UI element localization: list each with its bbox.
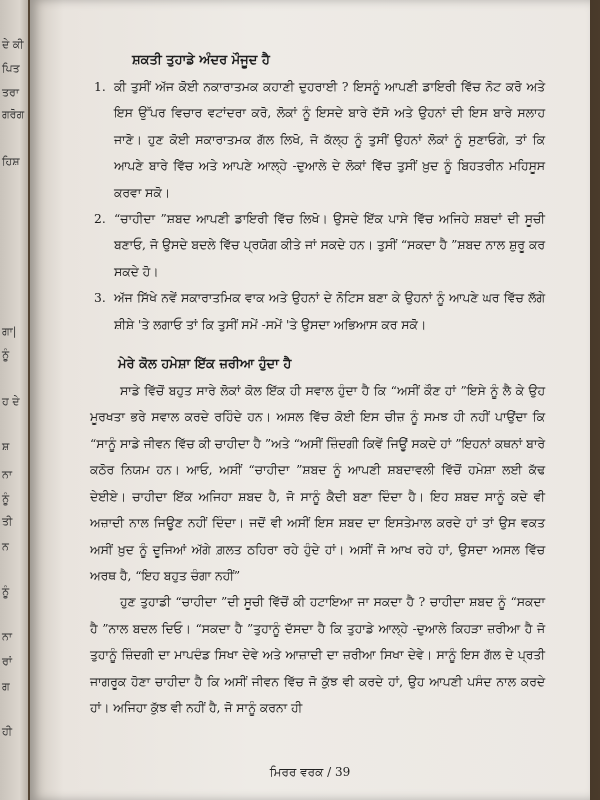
list-item	[90, 285, 545, 338]
list-item-text: “ਚਾਹੀਦਾ ”ਸ਼ਬਦ ਆਪਣੀ ਡਾਇਰੀ ਵਿੱਚ ਲਿਖੋ। ਉਸਦੇ ਇੱਕ ਪਾਸੇ ਵਿੱਚ ਅਜਿਹੇ ਸ਼ਬਦਾਂ ਦੀ ਸੂਚੀ ਬਣਾਓ, ਜੋ ਉਸਦੇ ਬਦਲੇ ਵਿੱਚ ਪ੍ਰਯੋਗ ਕੀਤੇ ਜਾਂ ਸਕਦੇ ਹਨ। ਤੁਸੀਂ “ਸਕਦਾ ਹੈ ”ਸ਼ਬਦ ਨਾਲ ਸ਼ੁਰੂ ਕਰ ਸਕਦੇ ਹੋ।	[114, 212, 545, 279]
body-paragraph: ਸਾਡੇ ਵਿੱਚੋਂ ਬਹੁਤ ਸਾਰੇ ਲੋਕਾਂ ਕੋਲ ਇੱਕ ਹੀ ਸਵਾਲ ਹੁੰਦਾ ਹੈ ਕਿ “ਅਸੀਂ ਕੌਣ ਹਾਂ ”ਇਸੇ ਨੂੰ ਲੈ ਕੇ ਉਹ ਮੂਰਖਤਾ ਭਰੇ ਸਵਾਲ ਕਰਦੇ ਰਹਿੰਦੇ ਹਨ। ਅਸਲ ਵਿੱਚ ਕੋਈ ਇਸ ਚੀਜ਼ ਨੂੰ ਸਮਝ ਹੀ ਨਹੀਂ ਪਾਉਂਦਾ ਕਿ “ਸਾਨੂੰ ਸਾਡੇ ਜੀਵਨ ਵਿੱਚ ਕੀ ਚਾਹੀਦਾ ਹੈ ”ਅਤੇ “ਅਸੀਂ ਜ਼ਿੰਦਗੀ ਕਿਵੇਂ ਜਿਊਂ ਸਕਦੇ ਹਾਂ ”ਇਹਨਾਂ ਕਥਨਾਂ ਬਾਰੇ ਕਠੋਰ ਨਿਯਮ ਹਨ। ਆਓ, ਅਸੀਂ “ਚਾਹੀਦਾ ”ਸ਼ਬਦ ਨੂੰ ਆਪਣੀ ਸ਼ਬਦਾਵਲੀ ਵਿੱਚੋਂ ਹਮੇਸ਼ਾ ਲਈ ਕੱਢ ਦੇਈਏ। ਚਾਹੀਦਾ ਇੱਕ ਅਜਿਹਾ ਸ਼ਬਦ ਹੈ, ਜੋ ਸਾਨੂੰ ਕੈਦੀ ਬਣਾ ਦਿੰਦਾ ਹੈ। ਇਹ ਸ਼ਬਦ ਸਾਨੂੰ ਕਦੇ ਵੀ ਅਜ਼ਾਦੀ ਨਾਲ ਜਿਊਣ ਨਹੀਂ ਦਿੰਦਾ। ਜਦੋਂ ਵੀ ਅਸੀਂ ਇਸ ਸ਼ਬਦ ਦਾ ਇਸਤੇਮਾਲ ਕਰਦੇ ਹਾਂ ਤਾਂ ਉਸ ਵਕਤ ਅਸੀਂ ਖ਼ੁਦ ਨੂੰ ਦੂਜਿਆਂ ਅੱਗੇ ਗ਼ਲਤ ਠਹਿਰਾ ਰਹੇ ਹੁੰਦੇ ਹਾਂ। ਅਸੀਂ ਜੋ ਆਖ ਰਹੇ ਹਾਂ, ਉਸਦਾ ਅਸਲ ਵਿੱਚ ਅਰਥ ਹੈ, “ਇਹ ਬਹੁਤ ਚੰਗਾ ਨਹੀਂ”	[90, 384, 545, 583]
list-item	[90, 74, 545, 206]
left-text-fragment: ਹੀ	[2, 725, 13, 738]
book-page	[30, 0, 590, 800]
page-body	[90, 48, 545, 721]
left-text-fragment: ਨ	[2, 540, 9, 553]
left-text-fragment: ਪਿਤ	[2, 62, 20, 75]
left-text-fragment: ਗਰੋਗ	[2, 108, 25, 121]
left-text-fragment: ਗਾ|	[2, 325, 17, 338]
left-text-fragment: ਹਿਸ਼	[2, 155, 20, 168]
left-text-fragment: ਤੀ	[2, 515, 13, 528]
left-page-edge	[0, 0, 28, 800]
left-text-fragment: ਹ ਦੇ	[2, 395, 20, 408]
left-text-fragment: ਨਾ	[2, 468, 13, 481]
list-item-text: ਕੀ ਤੁਸੀਂ ਅੱਜ ਕੋਈ ਨਕਾਰਾਤਮਕ ਕਹਾਣੀ ਦੁਹਰਾਈ ? ਇਸਨੂੰ ਆਪਣੀ ਡਾਇਰੀ ਵਿੱਚ ਨੋਟ ਕਰੋ ਅਤੇ ਇਸ ਉੱਪਰ ਵਿਚਾਰ ਵਟਾਂਦਰਾ ਕਰੋ, ਲੋਕਾਂ ਨੂੰ ਇਸਦੇ ਬਾਰੇ ਦੱਸੋ ਅਤੇ ਉਹਨਾਂ ਦੀ ਇਸ ਬਾਰੇ ਸਲਾਹ ਜਾਣੋ। ਹੁਣ ਕੋਈ ਸਕਾਰਾਤਮਕ ਗੱਲ ਲਿਖੋ, ਜੋ ਕੱਲ੍ਹ ਨੂੰ ਤੁਸੀਂ ਉਹਨਾਂ ਲੋਕਾਂ ਨੂੰ ਸੁਣਾਓਗੇ, ਤਾਂ ਕਿ ਆਪਣੇ ਬਾਰੇ ਵਿੱਚ ਅਤੇ ਆਪਣੇ ਆਲ੍ਹੇ -ਦੁਆਲੇ ਦੇ ਲੋਕਾਂ ਵਿੱਚ ਤੁਸੀਂ ਖ਼ੁਦ ਨੂੰ ਬਿਹਤਰੀਨ ਮਹਿਸੂਸ ਕਰਵਾ ਸਕੋ।	[114, 80, 545, 200]
list-number: 2.	[94, 212, 106, 227]
left-text-fragment: ਦੇ ਕੀ	[2, 38, 24, 51]
left-text-fragment: ਨੂੰ	[2, 492, 10, 505]
list-item-text: ਅੱਜ ਸਿੱਖੇ ਨਵੇਂ ਸਕਾਰਾਤਮਿਕ ਵਾਕ ਅਤੇ ਉਹਨਾਂ ਦੇ ਨੋਟਿਸ ਬਣਾ ਕੇ ਉਹਨਾਂ ਨੂੰ ਆਪਣੇ ਘਰ ਵਿੱਚ ਲੱਗੇ ਸ਼ੀਸ਼ੇ 'ਤੇ ਲਗਾਓ ਤਾਂ ਕਿ ਤੁਸੀਂ ਸਮੇਂ -ਸਮੇਂ 'ਤੇ ਉਸਦਾ ਅਭਿਆਸ ਕਰ ਸਕੋ।	[114, 291, 545, 332]
left-text-fragment: ਨਾ	[2, 630, 13, 643]
left-text-fragment: ਤਰਾ	[2, 86, 20, 99]
section-heading: ਮੇਰੇ ਕੋਲ ਹਮੇਸ਼ਾ ਇੱਕ ਜ਼ਰੀਆ ਹੁੰਦਾ ਹੈ	[118, 357, 292, 373]
left-text-fragment: ਰਾਂ	[2, 655, 12, 668]
page-footer: ਮਿਰਰ ਵਰਕ / 39	[269, 765, 351, 779]
left-text-fragment: ਗ	[2, 680, 10, 693]
body-paragraph: ਹੁਣ ਤੁਹਾਡੀ “ਚਾਹੀਦਾ ”ਦੀ ਸੂਚੀ ਵਿੱਚੋਂ ਕੀ ਹਟਾਇਆ ਜਾ ਸਕਦਾ ਹੈ ? ਚਾਹੀਦਾ ਸ਼ਬਦ ਨੂੰ “ਸਕਦਾ ਹੈ ”ਨਾਲ ਬਦਲ ਦਿਓ। “ਸਕਦਾ ਹੈ ”ਤੁਹਾਨੂੰ ਦੱਸਦਾ ਹੈ ਕਿ ਤੁਹਾਡੇ ਆਲ੍ਹੇ -ਦੁਆਲੇ ਕਿਹੜਾ ਜ਼ਰੀਆ ਹੈ ਜੋ ਤੁਹਾਨੂੰ ਜ਼ਿੰਦਗੀ ਦਾ ਮਾਪਦੰਡ ਸਿਖਾ ਦੇਵੇ ਅਤੇ ਆਜ਼ਾਦੀ ਦਾ ਜ਼ਰੀਆ ਸਿਖਾ ਦੇਵੇ। ਸਾਨੂੰ ਇਸ ਗੱਲ ਦੇ ਪ੍ਰਤੀ ਜਾਗਰੂਕ ਹੋਣਾ ਚਾਹੀਦਾ ਹੈ ਕਿ ਅਸੀਂ ਜੀਵਨ ਵਿੱਚ ਜੋ ਕੁੱਝ ਵੀ ਕਰਦੇ ਹਾਂ, ਉਹ ਆਪਣੀ ਪਸੰਦ ਨਾਲ ਕਰਦੇ ਹਾਂ। ਅਜਿਹਾ ਕੁੱਝ ਵੀ ਨਹੀਂ ਹੈ, ਜੋ ਸਾਨੂੰ ਕਰਨਾ ਹੀ	[90, 595, 545, 715]
list-item	[90, 206, 545, 285]
left-text-fragment: ਨੂੰ	[2, 348, 10, 361]
list-number: 1.	[94, 80, 106, 94]
section-heading: ਸ਼ਕਤੀ ਤੁਹਾਡੇ ਅੰਦਰ ਮੌਜੂਦ ਹੈ	[132, 53, 270, 68]
left-text-fragment: ਸ਼	[2, 440, 10, 453]
list-number: 3.	[94, 291, 106, 306]
left-text-fragment: ਨੂੰ	[2, 585, 10, 598]
